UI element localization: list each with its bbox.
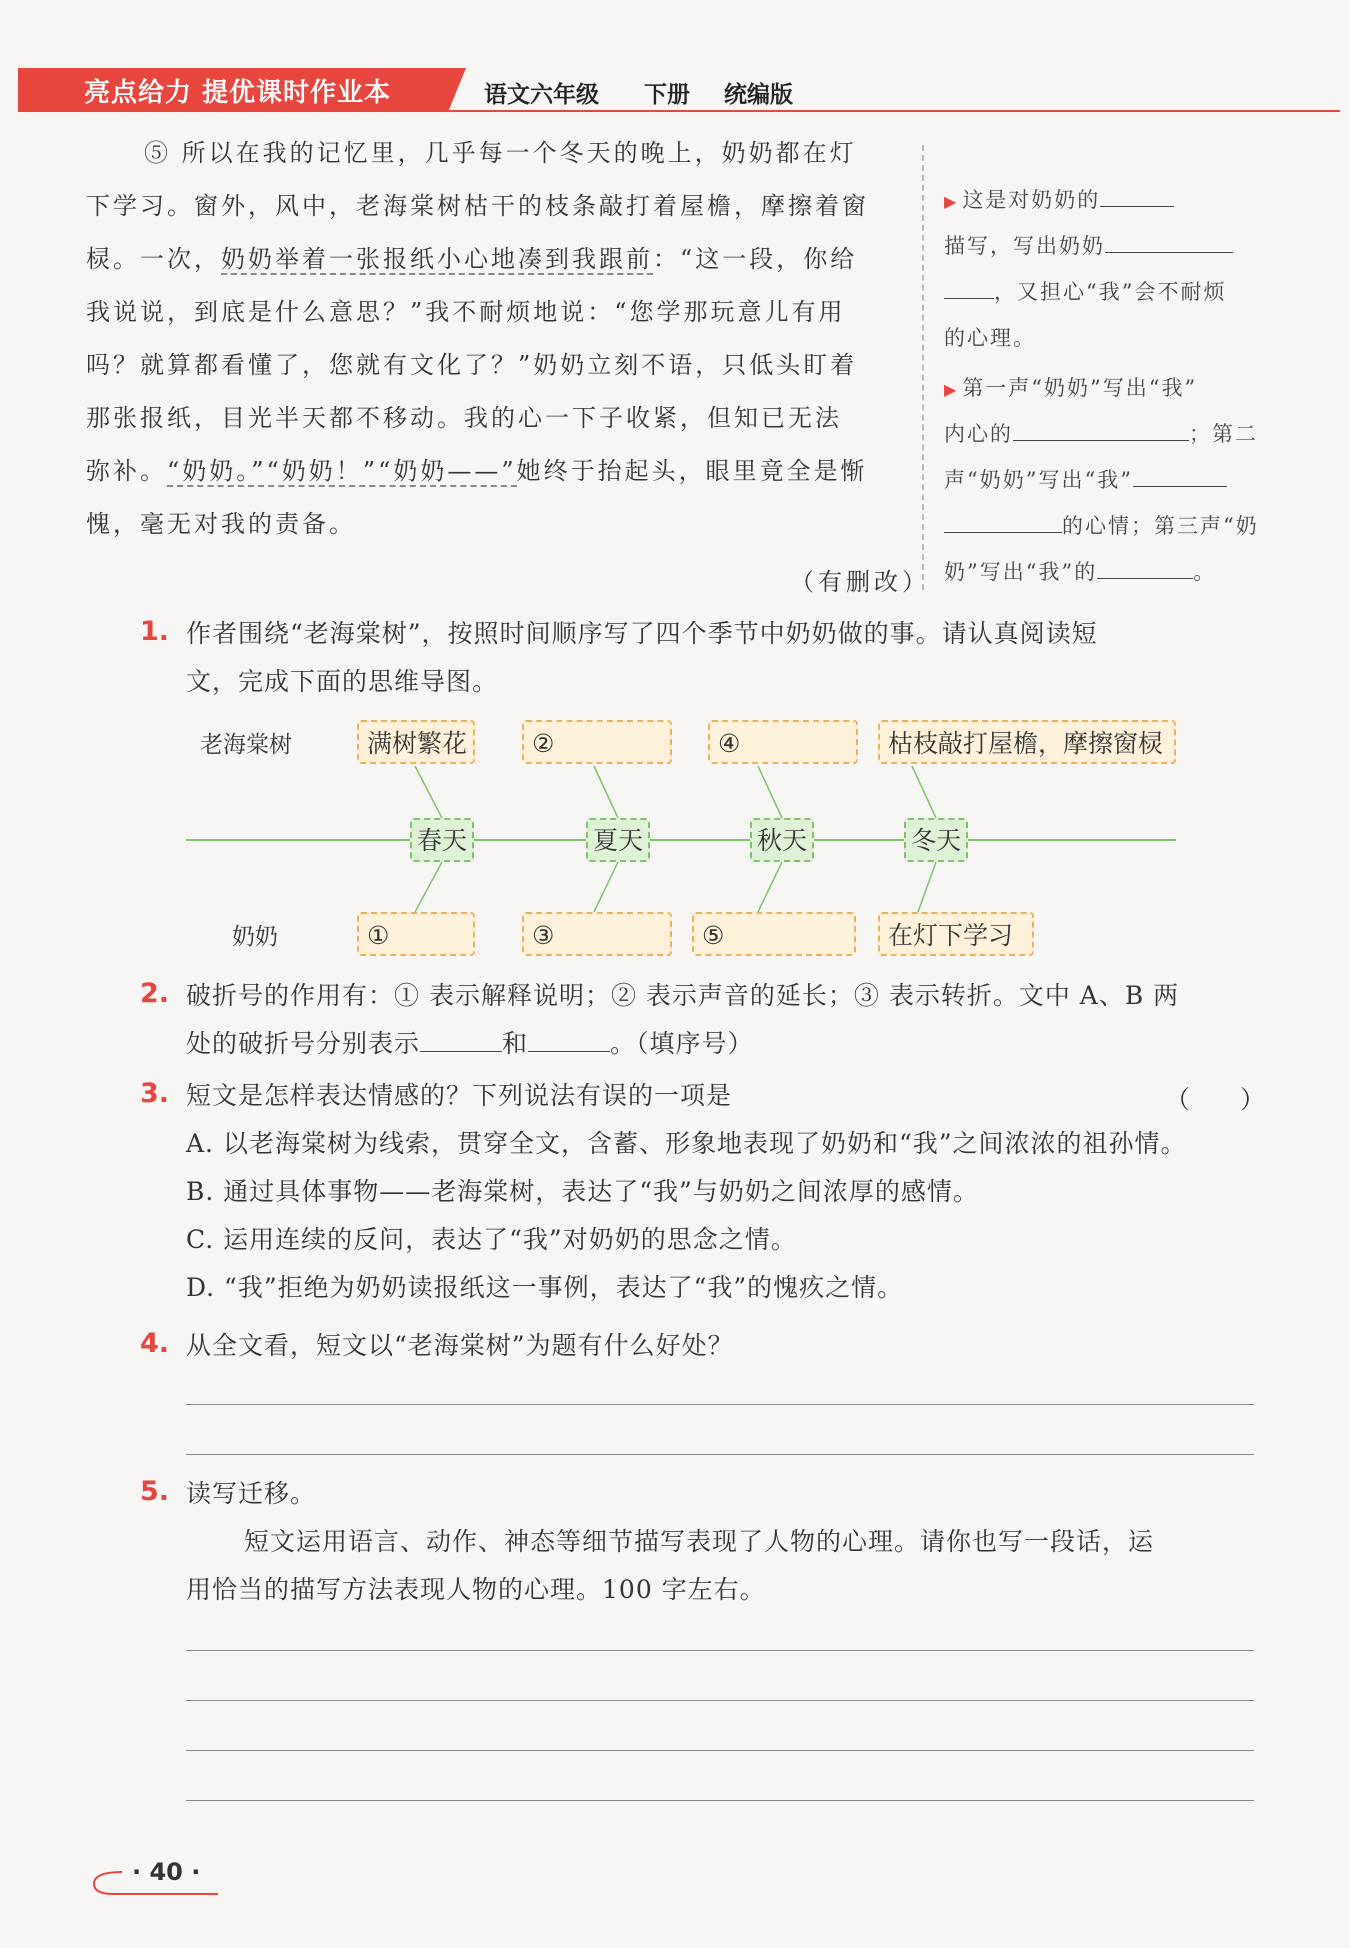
subject-label: 语文六年级 — [484, 82, 599, 108]
answer-blank-a[interactable] — [420, 1031, 502, 1052]
question-stem: 文，完成下面的思维导图。 — [186, 667, 499, 696]
passage-line: ⑤ 所以在我的记忆里，几乎每一个冬天的晚上，奶奶都在灯 — [144, 139, 857, 167]
connector — [912, 766, 936, 818]
mindmap-box-summer-grandma[interactable]: ③ — [522, 912, 672, 956]
edition-label: 统编版 — [724, 82, 793, 108]
answer-line[interactable] — [186, 1750, 1254, 1751]
question-stem: 作者围绕“老海棠树”，按照时间顺序写了四个季节中奶奶做的事。请认真阅读短 — [186, 619, 1098, 648]
side-note-line: ，又担心“我”会不耐烦 — [944, 278, 1226, 306]
side-note-line: ▶ 这是对奶奶的 — [944, 186, 1174, 216]
side-note-line: 内心的 ；第二 — [944, 422, 1258, 446]
mindmap-box-autumn-tree[interactable]: ④ — [708, 720, 858, 764]
season-spring: 春天 — [410, 818, 474, 862]
question-number: 4. — [140, 1328, 170, 1359]
passage-line: 弥补。“奶奶。”“奶奶！”“奶奶——”她终于抬起头，眼里竟全是惭 — [86, 457, 868, 485]
passage-line: 下学习。窗外，风中，老海棠树枯干的枝条敲打着屋檐，摩擦着窗 — [86, 192, 869, 220]
question-number: 2. — [140, 978, 170, 1009]
question-stem: 破折号的作用有：① 表示解释说明；② 表示声音的延长；③ 表示转折。文中 A、B 两 — [186, 981, 1180, 1010]
season-autumn: 秋天 — [750, 818, 814, 862]
mindmap-box-winter-tree: 枯枝敲打屋檐，摩擦窗棂 — [878, 720, 1176, 764]
option-a[interactable]: A. 以老海棠树为线索，贯穿全文，含蓄、形象地表现了奶奶和“我”之间浓浓的祖孙情。 — [186, 1129, 1187, 1158]
answer-line[interactable] — [186, 1700, 1254, 1701]
side-note-line: ▶ 第一声“奶奶”写出“我” — [944, 376, 1198, 400]
mindmap-bottom-label: 奶奶 — [232, 924, 278, 950]
side-note-line: 描写，写出奶奶 — [944, 232, 1233, 260]
page-number: · 40 · — [132, 1858, 201, 1886]
option-d[interactable]: D. “我”拒绝为奶奶读报纸这一事例，表达了“我”的愧疚之情。 — [186, 1273, 904, 1302]
question-body: 用恰当的描写方法表现人物的心理。100 字左右。 — [186, 1575, 766, 1604]
connector — [594, 766, 618, 818]
volume-label: 下册 — [644, 82, 690, 108]
connector — [758, 862, 782, 912]
question-number: 1. — [140, 616, 170, 647]
mindmap-box-summer-tree[interactable]: ② — [522, 720, 672, 764]
question-body: 短文运用语言、动作、神态等细节描写表现了人物的心理。请你也写一段话，运 — [244, 1527, 1155, 1556]
connector — [594, 862, 618, 912]
answer-line[interactable] — [186, 1800, 1254, 1801]
triangle-marker-icon: ▶ — [944, 380, 959, 399]
answer-parenthesis[interactable]: （ ） — [1165, 1085, 1266, 1114]
option-b[interactable]: B. 通过具体事物——老海棠树，表达了“我”与奶奶之间浓厚的感情。 — [186, 1177, 979, 1206]
side-note-line: 的心理。 — [944, 326, 1036, 350]
question-stem: 短文是怎样表达情感的？下列说法有误的一项是 — [186, 1081, 733, 1110]
question-stem: 读写迁移。 — [186, 1479, 317, 1508]
question-number: 3. — [140, 1078, 170, 1109]
passage-line: 那张报纸，目光半天都不移动。我的心一下子收紧，但知已无法 — [86, 404, 842, 432]
underlined-sentence: 奶奶举着一张报纸小心地凑到我跟前 — [221, 245, 653, 273]
answer-line[interactable] — [186, 1454, 1254, 1455]
season-winter: 冬天 — [904, 818, 968, 862]
connector — [415, 862, 442, 912]
question-stem: 从全文看，短文以“老海棠树”为题有什么好处？ — [186, 1331, 734, 1360]
connector — [415, 766, 442, 818]
mindmap-top-label: 老海棠树 — [200, 732, 292, 758]
brand-title: 亮点给力 提优课时作业本 — [84, 78, 392, 108]
option-c[interactable]: C. 运用连续的反问，表达了“我”对奶奶的思念之情。 — [186, 1225, 797, 1254]
question-stem: 处的破折号分别表示 和 。（填序号） — [186, 1029, 754, 1058]
underlined-calls: “奶奶。”“奶奶！”“奶奶——” — [167, 457, 517, 485]
side-note-line: 奶”写出“我”的 。 — [944, 560, 1217, 584]
passage-line: 吗？就算都看懂了，您就有文化了？”奶奶立刻不语，只低头盯着 — [86, 351, 858, 379]
passage-line: 我说说，到底是什么意思？”我不耐烦地说：“您学那玩意儿有用 — [86, 298, 846, 326]
passage-line: 棂。一次，奶奶举着一张报纸小心地凑到我跟前：“这一段，你给 — [86, 245, 858, 273]
season-summer: 夏天 — [586, 818, 650, 862]
connector — [918, 862, 936, 912]
side-note-line: 声“奶奶”写出“我” — [944, 466, 1227, 494]
mindmap-box-autumn-grandma[interactable]: ⑤ — [692, 912, 856, 956]
question-number: 5. — [140, 1476, 170, 1507]
triangle-marker-icon: ▶ — [944, 192, 959, 211]
connector — [758, 766, 782, 818]
answer-line[interactable] — [186, 1404, 1254, 1405]
answer-blank-b[interactable] — [528, 1031, 610, 1052]
passage-source: （有删改） — [790, 568, 930, 596]
side-note-line: 的心情；第三声“奶 — [944, 512, 1259, 540]
passage-line: 愧，毫无对我的责备。 — [86, 510, 356, 538]
mindmap-box-spring-tree: 满树繁花 — [357, 720, 475, 764]
mindmap-box-winter-grandma: 在灯下学习 — [878, 912, 1034, 956]
mindmap-box-spring-grandma[interactable]: ① — [357, 912, 475, 956]
answer-line[interactable] — [186, 1650, 1254, 1651]
